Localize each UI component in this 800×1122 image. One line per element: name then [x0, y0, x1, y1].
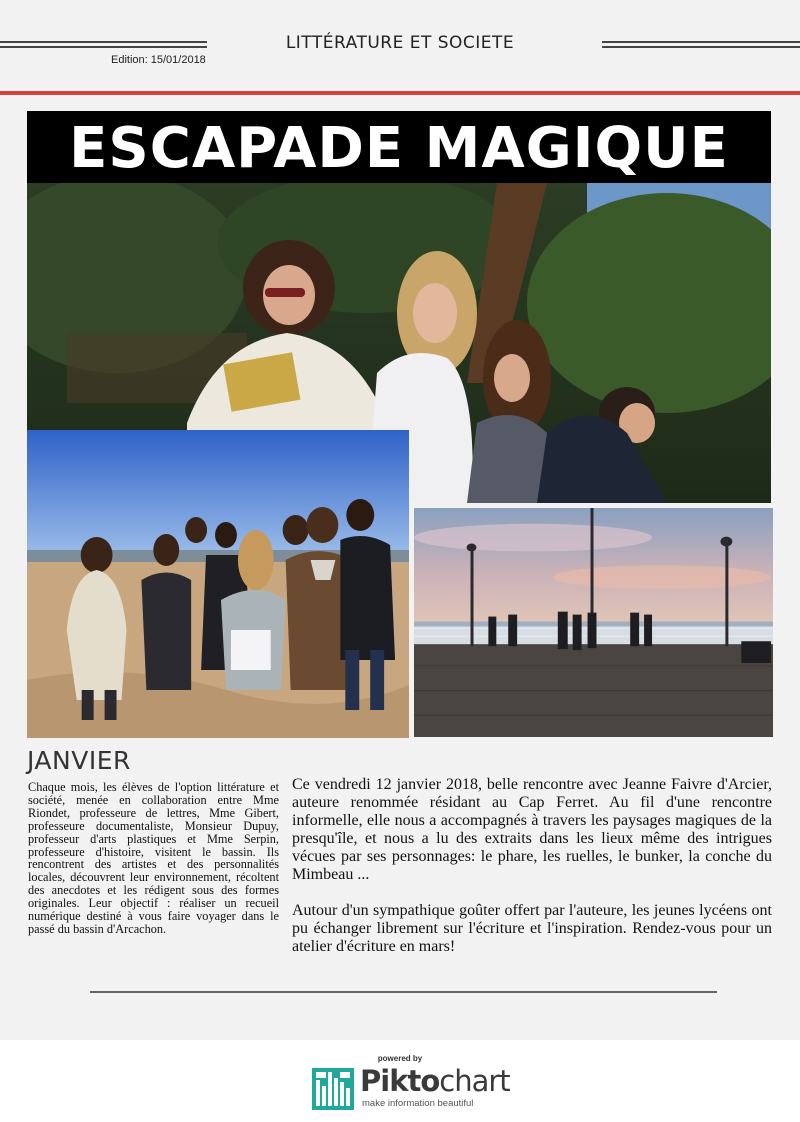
edition-date: Edition: 15/01/2018 [111, 54, 206, 66]
article-paragraph-2: Autour d'un sympathique goûter offert par l'auteure, les jeunes lycéens ont pu échanger librement sur l'écriture et l'inspiration. Rendez-vous pour un atelier d'écriture en mars! [292, 902, 772, 955]
article-body [292, 776, 772, 956]
wordmark-light: chart [439, 1064, 510, 1098]
photo-beach-group [27, 430, 411, 738]
red-divider [0, 91, 800, 95]
header-rule-right [602, 41, 800, 48]
month-heading: JANVIER [27, 746, 131, 775]
piktochart-logo[interactable] [312, 1064, 510, 1112]
article-headline: ESCAPADE MAGIQUE [27, 111, 771, 183]
section-title: LITTÉRATURE ET SOCIETE [285, 33, 515, 53]
powered-by-label: powered by [377, 1054, 423, 1063]
piktochart-wordmark [360, 1064, 510, 1098]
piktochart-footer [0, 1040, 800, 1122]
intro-column: Chaque mois, les élèves de l'option littérature et société, menée en collaboration entre Mme Riondet, professeure de lettres, Mme Gibert, professeure documentaliste, Monsieur Dupuy, professeur d'arts plastiques et Mme Serpin, professeure d'histoire, visitent le bassin. Ils rencontrent des artistes et des personnalités locales, découvrent leur environnement, récoltent des anecdotes et les rédigent sous des formes originales. Leur objectif : réaliser un recueil numérique destiné à vous faire voyager dans le passé du bassin d'Arcachon. [28, 780, 279, 936]
piktochart-tagline: make information beautiful [362, 1098, 474, 1109]
article-paragraph-1: Ce vendredi 12 janvier 2018, belle rencontre avec Jeanne Faivre d'Arcier, auteure renommée résidant au Cap Ferret. Au fil d'une rencontre informelle, elle nous a accompagnés à travers les paysages magiques de la presqu'île, et nous a lu des extraits dans les lieux même des intrigues vécues par ses personnages: le phare, les ruelles, le bunker, la conche du Mimbeau ... [292, 776, 772, 883]
bottom-divider [90, 991, 717, 993]
photo-pier-sunset [411, 505, 773, 737]
piktochart-logo-icon [312, 1068, 354, 1110]
wordmark-bold: Pikto [360, 1064, 440, 1098]
